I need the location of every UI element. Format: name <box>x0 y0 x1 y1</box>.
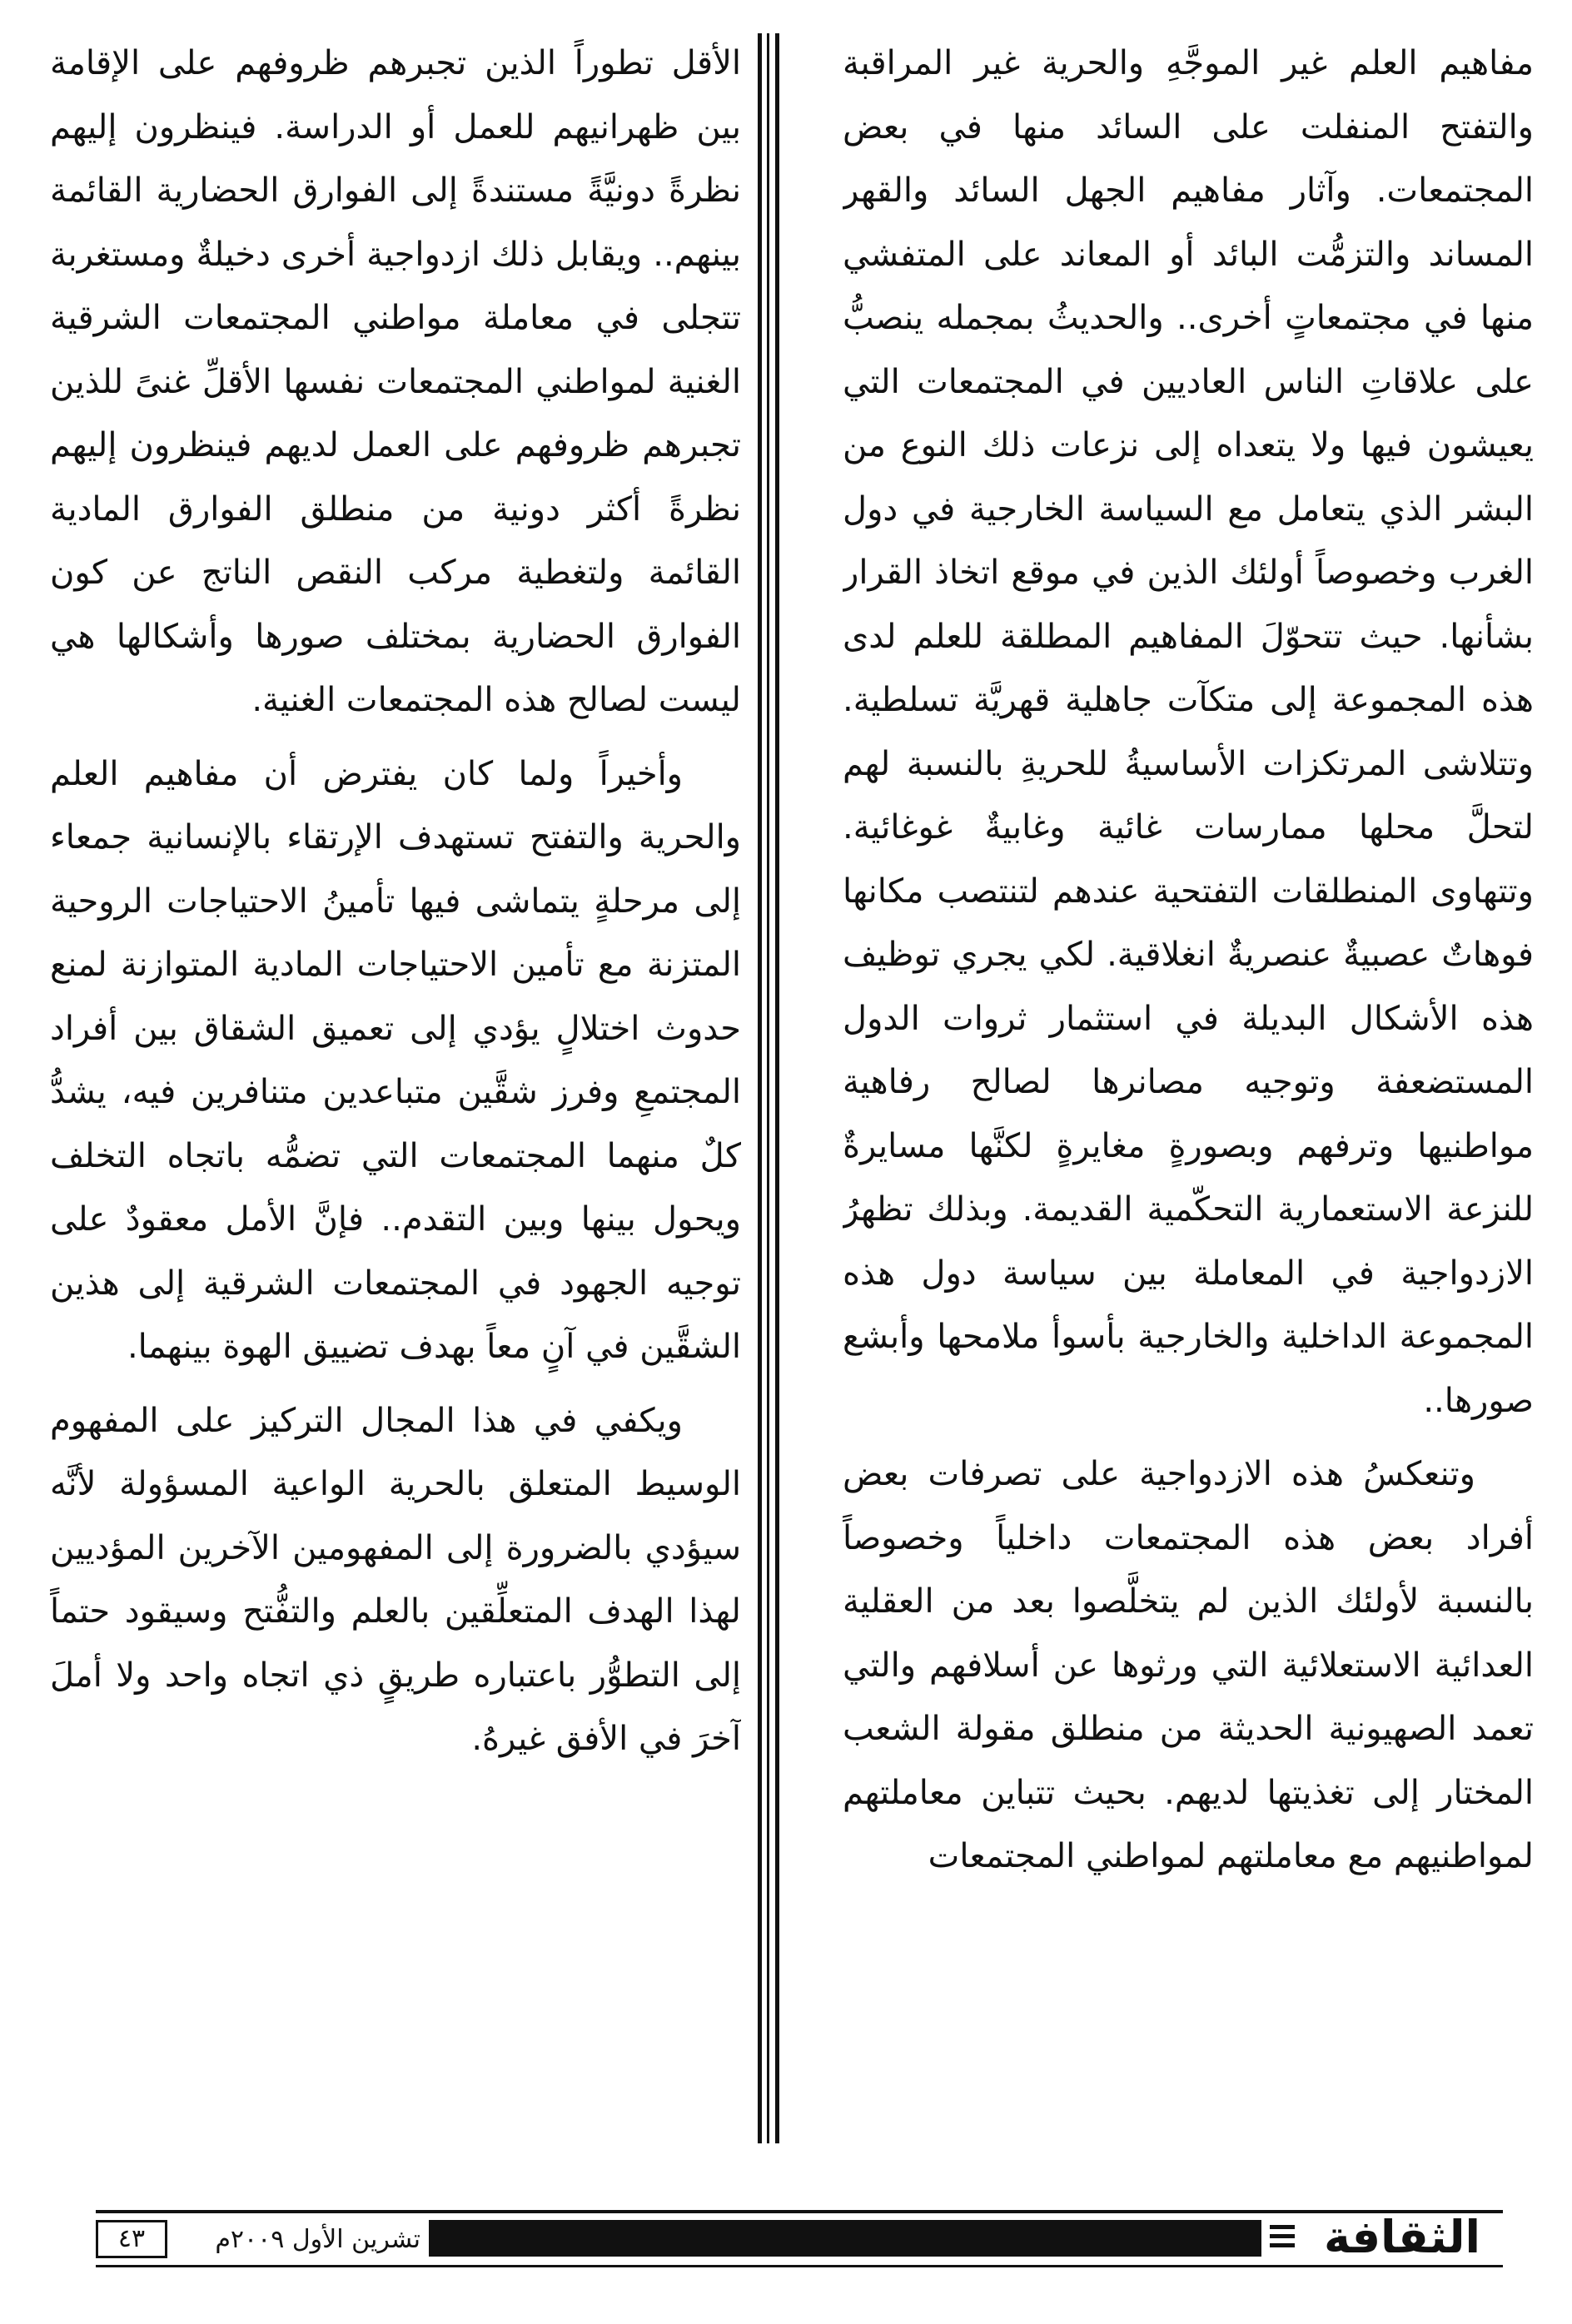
article-column-right <box>843 32 1534 2129</box>
footer-black-bar <box>429 2220 1261 2257</box>
column-divider <box>775 33 779 2143</box>
paragraph: ويكفي في هذا المجال التركيز على المفهوم الوسيط المتعلق بالحرية الواعية المسؤولة لأنَّه سيؤدي بالضرورة إلى المفهومين الآخرين المؤديين لهذا الهدف المتعلِّقين بالعلم والتفُّتح وسيقود حتماً إلى التطوُّر باعتباره طريقٍ ذي اتجاه واحد ولا أملَ آخرَ في الأفق غيرهُ. <box>50 1401 741 1758</box>
article-column-left <box>50 32 741 2129</box>
footer-rule <box>96 2210 1503 2213</box>
paragraph: وأخيراً ولما كان يفترض أن مفاهيم العلم والحرية والتفتح تستهدف الإرتقاء بالإنسانية جمعاء إلى مرحلةٍ يتماشى فيها تأمينُ الاحتياجات الروحية المتزنة مع تأمين الاحتياجات المادية المتوازنة لمنع حدوث اختلالٍ يؤدي إلى تعميق الشقاق بين أفراد المجتمعِ وفرز شقَّين متباعدين متنافرين فيه، يشدُّ كلٌ منهما المجتمعات التي تضمُّه باتجاه التخلف ويحول بينها وبين التقدم.. فإنَّ الأمل معقودٌ على توجيه الجهود في المجتمعات الشرقية إلى هذين الشقَّين في آنٍ معاً بهدف تضييق الهوة بينهما. <box>50 754 741 1366</box>
logo-stripes-icon <box>1270 2225 1295 2253</box>
issue-date: تشرين الأول ٢٠٠٩م <box>215 2225 420 2254</box>
page-footer <box>96 2210 1511 2277</box>
column-divider <box>767 33 769 2143</box>
paragraph: وتنعكسُ هذه الازدواجية على تصرفات بعض أفراد بعض هذه المجتمعات داخلياً وخصوصاً بالنسبة لأولئك الذين لم يتخلَّصوا بعد من العقلية العدائية الاستعلائية التي ورثوها عن أسلافهم والتي تعمد الصهيونية الحديثة من منطلق مقولة الشعب المختار إلى تغذيتها لديهم. بحيث تتباين معاملتهم لمواطنيهم مع معاملتهم لمواطني المجتمعات <box>843 1455 1534 1875</box>
magazine-logo: الثقافة <box>1323 2211 1481 2263</box>
paragraph: مفاهيم العلم غير الموجَّهِ والحرية غير المراقبة والتفتح المنفلت على السائد منها في بعض المجتمعات. وآثار مفاهيم الجهل السائد والقهر المساند والتزمُّت البائد أو المعاند على المتفشي منها في مجتمعاتٍ أخرى.. والحديثُ بمجمله ينصبُّ على علاقاتِ الناس العاديين في المجتمعات التي يعيشون فيها ولا يتعداه إلى نزعات ذلك النوع من البشر الذي يتعامل مع السياسة الخارجية في دول الغرب وخصوصاً أولئك الذين في موقع اتخاذ القرار بشأنها. حيث تتحوّلَ المفاهيم المطلقة للعلم لدى هذه المجموعة إلى متكآت جاهلية قهريَّة تسلطية. وتتلاشى المرتكزات الأساسيةُ للحريةِ بالنسبة لهم لتحلَّ محلها ممارسات غائية وغابيةٌ غوغائية. وتتهاوى المنطلقات التفتحية عندهم لتنتصب مكانها فوهاتٌ عصبيةٌ عنصريةٌ انغلاقية. لكي يجري توظيف هذه الأشكال البديلة في استثمار ثروات الدول المستضعفة وتوجيه مصانرها لصالح رفاهية مواطنيها وترفهم وبصورةٍ مغايرةٍ لكنَّها مسايرةٌ للنزعة الاستعمارية التحكّمية القديمة. وبذلك تظهرُ الازدواجية في المعاملة بين سياسة دول هذه المجموعة الداخلية والخارجية بأسوأ ملامحها وأبشع صورها.. <box>843 44 1534 1420</box>
paragraph: الأقل تطوراً الذين تجبرهم ظروفهم على الإقامة بين ظهرانيهم للعمل أو الدراسة. فينظرون إليهم نظرةً دونيَّةً مستندةً إلى الفوارق الحضارية القائمة بينهم.. ويقابل ذلك ازدواجية أخرى دخيلةٌ ومستغربة تتجلى في معاملة مواطني المجتمعات الشرقية الغنية لمواطني المجتمعات نفسها الأقلِّ غنىً للذين تجبرهم ظروفهم على العمل لديهم فينظرون إليهم نظرةً أكثر دونية من منطلق الفوارق المادية القائمة ولتغطية مركب النقص الناتج عن كون الفوارق الحضارية بمختلف صورها وأشكالها هي ليست لصالح هذه المجتمعات الغنية. <box>50 44 741 719</box>
column-divider <box>758 33 762 2143</box>
page-number: ٤٣ <box>96 2220 167 2258</box>
footer-rule <box>96 2265 1503 2267</box>
